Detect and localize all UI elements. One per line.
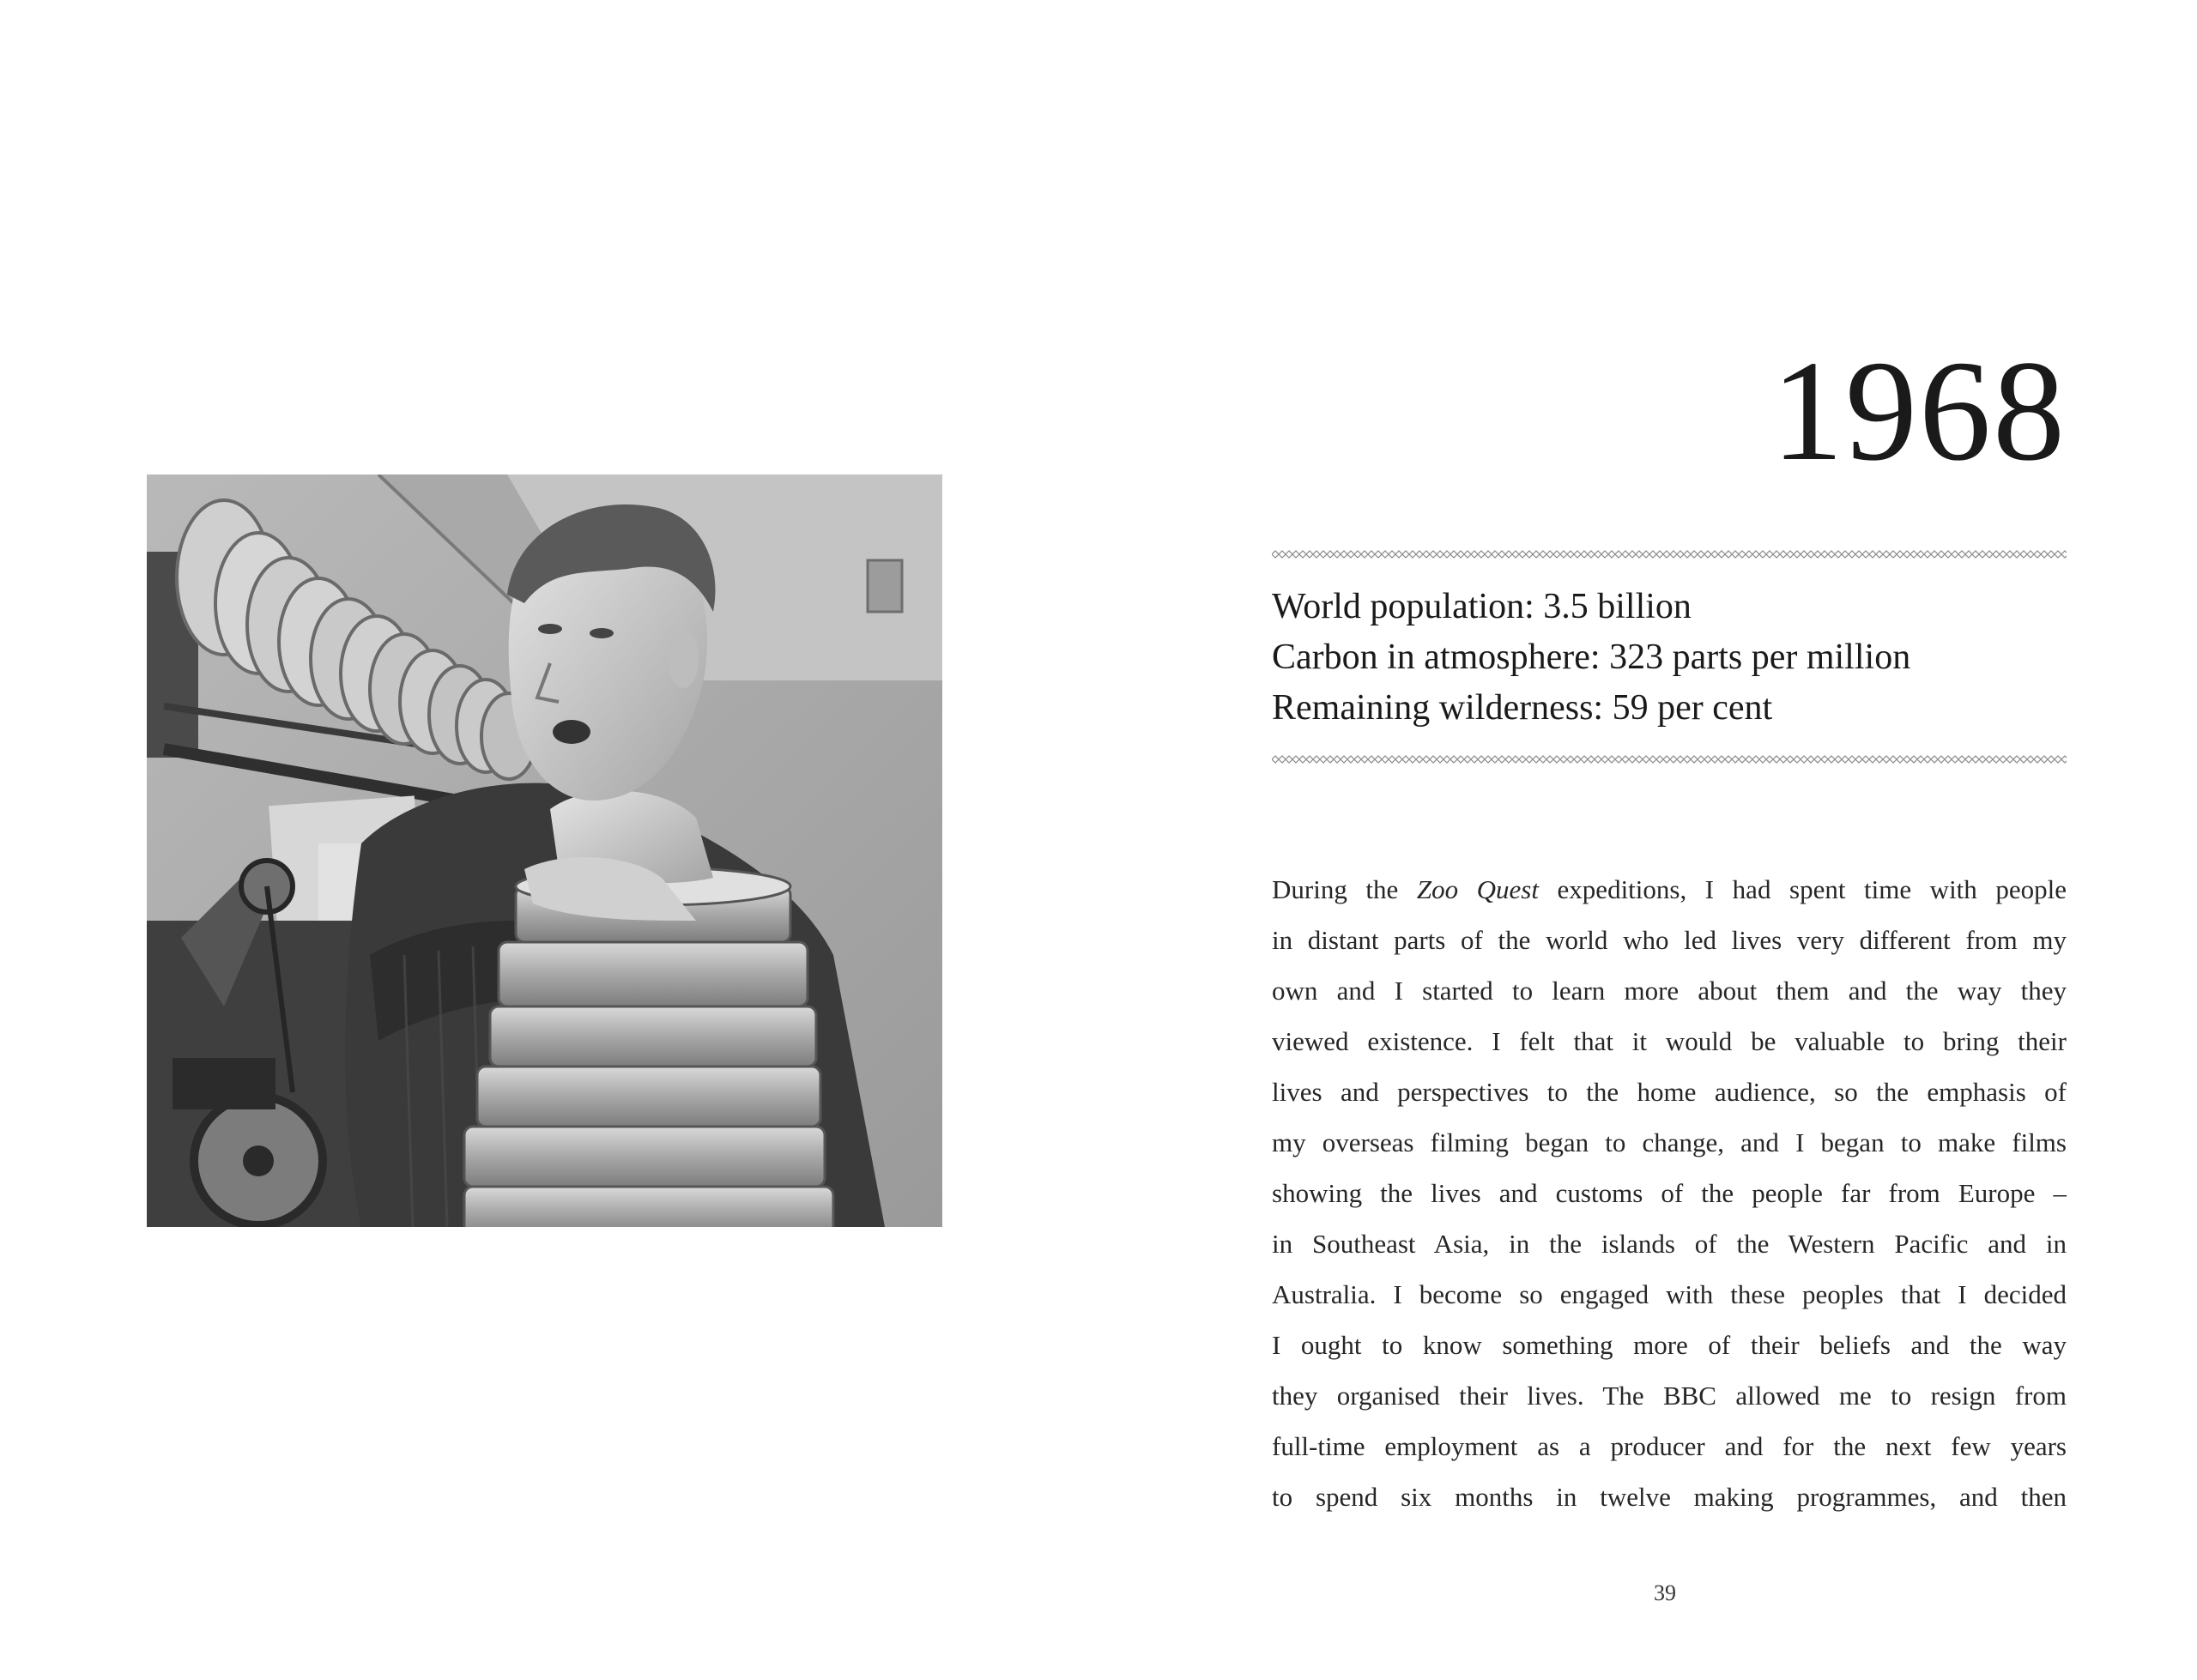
body-line	[1272, 864, 2067, 915]
photograph	[147, 474, 942, 1227]
decorative-rule-top	[1272, 550, 2067, 559]
body-line: full-time employment as a producer and for the next few years	[1272, 1431, 2067, 1461]
body-line: in Southeast Asia, in the islands of the Western Pacific and in	[1272, 1229, 2067, 1259]
body-line: to spend six months in twelve making programmes, and then	[1272, 1482, 2067, 1512]
body-line: in distant parts of the world who led lives very different from my	[1272, 925, 2067, 955]
body-line: I ought to know something more of their beliefs and the way	[1272, 1330, 2067, 1360]
body-line: they organised their lives. The BBC allowed me to resign from	[1272, 1381, 2067, 1411]
chapter-year-heading: 1968	[1771, 331, 2067, 491]
body-line: my overseas filming began to change, and I began to make films	[1272, 1127, 2067, 1157]
body-line-start: During the	[1272, 874, 1417, 904]
body-line: lives and perspectives to the home audience, so the emphasis of	[1272, 1077, 2067, 1107]
body-line: viewed existence. I felt that it would be valuable to bring their	[1272, 1026, 2067, 1056]
body-line: Australia. I become so engaged with these peoples that I decided	[1272, 1279, 2067, 1309]
stat-carbon-in-atmosphere: Carbon in atmosphere: 323 parts per million	[1272, 638, 1911, 677]
body-line: showing the lives and customs of the people far from Europe –	[1272, 1178, 2067, 1208]
page-number: 39	[1654, 1580, 1676, 1605]
stat-world-population: World population: 3.5 billion	[1272, 587, 1692, 626]
decorative-rule-bottom	[1272, 755, 2067, 764]
statistics-block	[1272, 582, 2067, 734]
stat-remaining-wilderness: Remaining wilderness: 59 per cent	[1272, 688, 1773, 728]
photograph-man-with-film-canisters-icon	[147, 474, 942, 1227]
body-line-end: expeditions, I had spent time with people	[1538, 874, 2067, 904]
programme-title-italic: Zoo Quest	[1416, 874, 1539, 904]
body-paragraph	[1272, 864, 2067, 1522]
body-line: own and I started to learn more about them and the way they	[1272, 976, 2067, 1006]
